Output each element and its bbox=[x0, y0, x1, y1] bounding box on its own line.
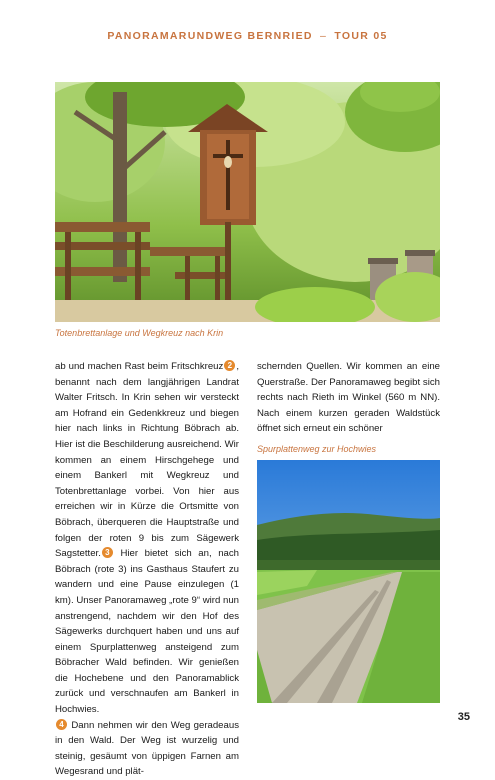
text-segment: ab und machen Rast beim Fritschkreuz bbox=[55, 361, 224, 372]
text-segment: Hier bietet sich an, nach Böbrach (rote 3) ins Gasthaus Staufert zu wandern und eine Pause einzulegen (1 km). Unser Panoramaweg „rote 9“ wird nun anstrengend, nachdem wir den Hof des Sägewerks durchquert haben und uns auf einem Spurplattenweg ansteigend zum Böbracher Wald befinden. Wir genießen die Hochebene und den Panoramablick zurück und verschnaufen am Bankerl in Hochwies. bbox=[55, 548, 239, 716]
text-segment: Dann nehmen wir den Weg geradeaus in den Wald. Der Weg ist wurzelig und steinig, gesäumt von üppigen Farnen am Wegesrand und plät- bbox=[55, 719, 239, 778]
photo-caption-1: Totenbrettanlage und Wegkreuz nach Krin bbox=[55, 328, 224, 338]
paragraph bbox=[55, 359, 239, 780]
text-segment: , benannt nach dem langjährigen Landrat Walter Fritsch. In Krin sehen wir versteckt am Hofrand ein Gedenkkreuz und biegen hier nach links in Richtung Böbrach ab. Hier ist die Beschilderung ausreichend. Wir kommen an einem Hirschgehege und einem Bankerl mit Wegkreuz und Totenbrettanlage vorbei. Von hier aus erreichen wir in Kürze die Ortsmitte von Böbrach, überqueren die Hauptstraße und folgen der roten 9 bis zum Sägewerk Sagstetter. bbox=[55, 361, 239, 560]
header-tour: TOUR 05 bbox=[334, 30, 388, 42]
text-column-1 bbox=[55, 359, 239, 780]
paragraph: schernden Quellen. Wir kommen an eine Querstraße. Der Panoramaweg begibt sich rechts nach Rieth im Winkel (560 m NN). Nach einem kurzen geraden Waldstück öffnet sich erneut ein schöner bbox=[257, 361, 440, 435]
text-column-2 bbox=[257, 359, 440, 437]
waypoint-marker-3: 3 bbox=[102, 547, 113, 558]
header-title: PANORAMARUNDWEG BERNRIED bbox=[107, 30, 313, 42]
photo-caption-2: Spurplattenweg zur Hochwies bbox=[257, 444, 377, 454]
waypoint-marker-4: 4 bbox=[56, 719, 67, 730]
wayside-cross-photo bbox=[55, 82, 440, 322]
trail-photo bbox=[257, 460, 440, 703]
waypoint-marker-2: 2 bbox=[224, 360, 235, 371]
header-separator: – bbox=[320, 30, 328, 42]
page-number: 35 bbox=[457, 711, 470, 723]
running-header bbox=[0, 30, 495, 42]
